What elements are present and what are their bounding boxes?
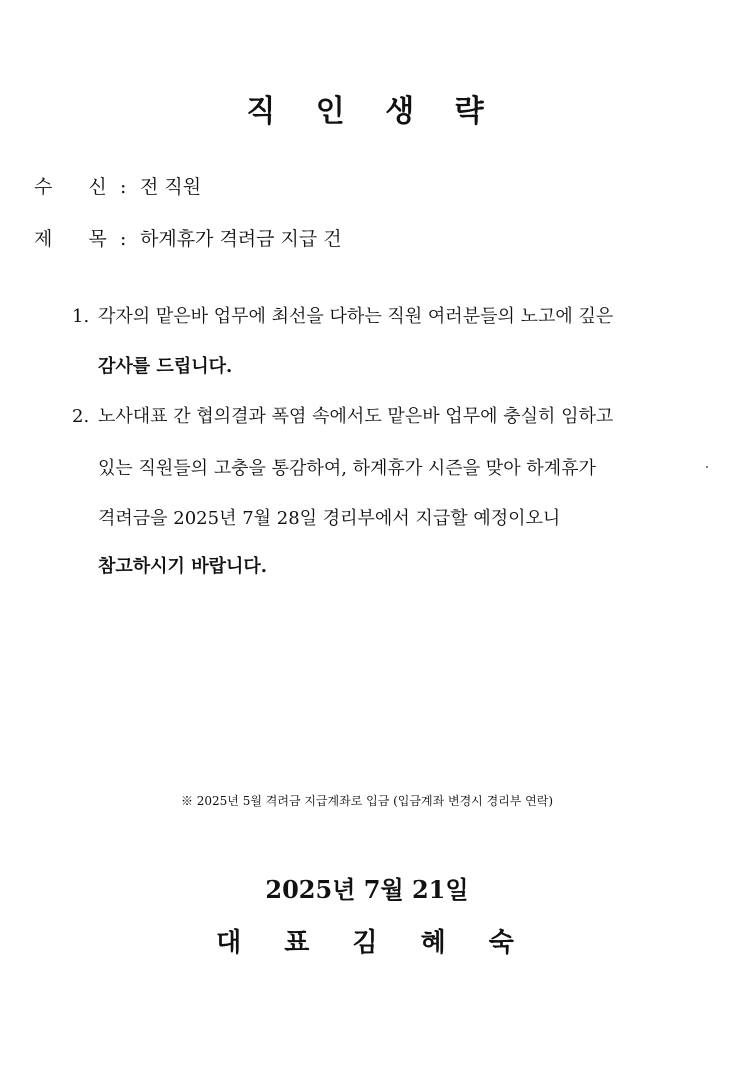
item2-text1: 노사대표 간 협의결과 폭염 속에서도 맡은바 업무에 충실히 임하고 xyxy=(98,406,614,427)
issue-date: 2025년 7월 21일 xyxy=(265,875,469,904)
item1-number: 1. xyxy=(72,306,90,327)
recipient-label: 수 신 xyxy=(34,176,107,198)
subject-colon: : xyxy=(120,228,127,250)
item2-line2: 있는 직원들의 고충을 통감하여, 하계휴가 시즌을 맞아 하계휴가 xyxy=(98,458,596,479)
payment-note: ※ 2025년 5월 격려금 지급계좌로 입금 (입금계좌 변경시 경리부 연락) xyxy=(180,794,554,808)
scan-speck xyxy=(706,466,708,468)
subject-row xyxy=(34,224,342,251)
item1-line1 xyxy=(72,302,613,328)
subject-value: 하계휴가 격려금 지급 건 xyxy=(140,228,342,250)
item2-line1 xyxy=(72,402,613,428)
recipient-value: 전 직원 xyxy=(140,176,202,198)
recipient-row xyxy=(34,172,201,199)
item2-line4: 참고하시기 바랍니다. xyxy=(98,556,268,577)
subject-label: 제 목 xyxy=(34,228,107,250)
item2-line3: 격려금을 2025년 7월 28일 경리부에서 지급할 예정이오니 xyxy=(98,508,561,529)
item2-number: 2. xyxy=(72,406,90,427)
document-title: 직 인 생 략 xyxy=(246,94,488,129)
item1-text1: 각자의 맡은바 업무에 최선을 다하는 직원 여러분들의 노고에 깊은 xyxy=(98,306,614,327)
signature-line: 대 표 김 혜 숙 xyxy=(216,928,518,958)
item1-line2: 감사를 드립니다. xyxy=(98,356,233,377)
recipient-colon: : xyxy=(120,176,127,198)
